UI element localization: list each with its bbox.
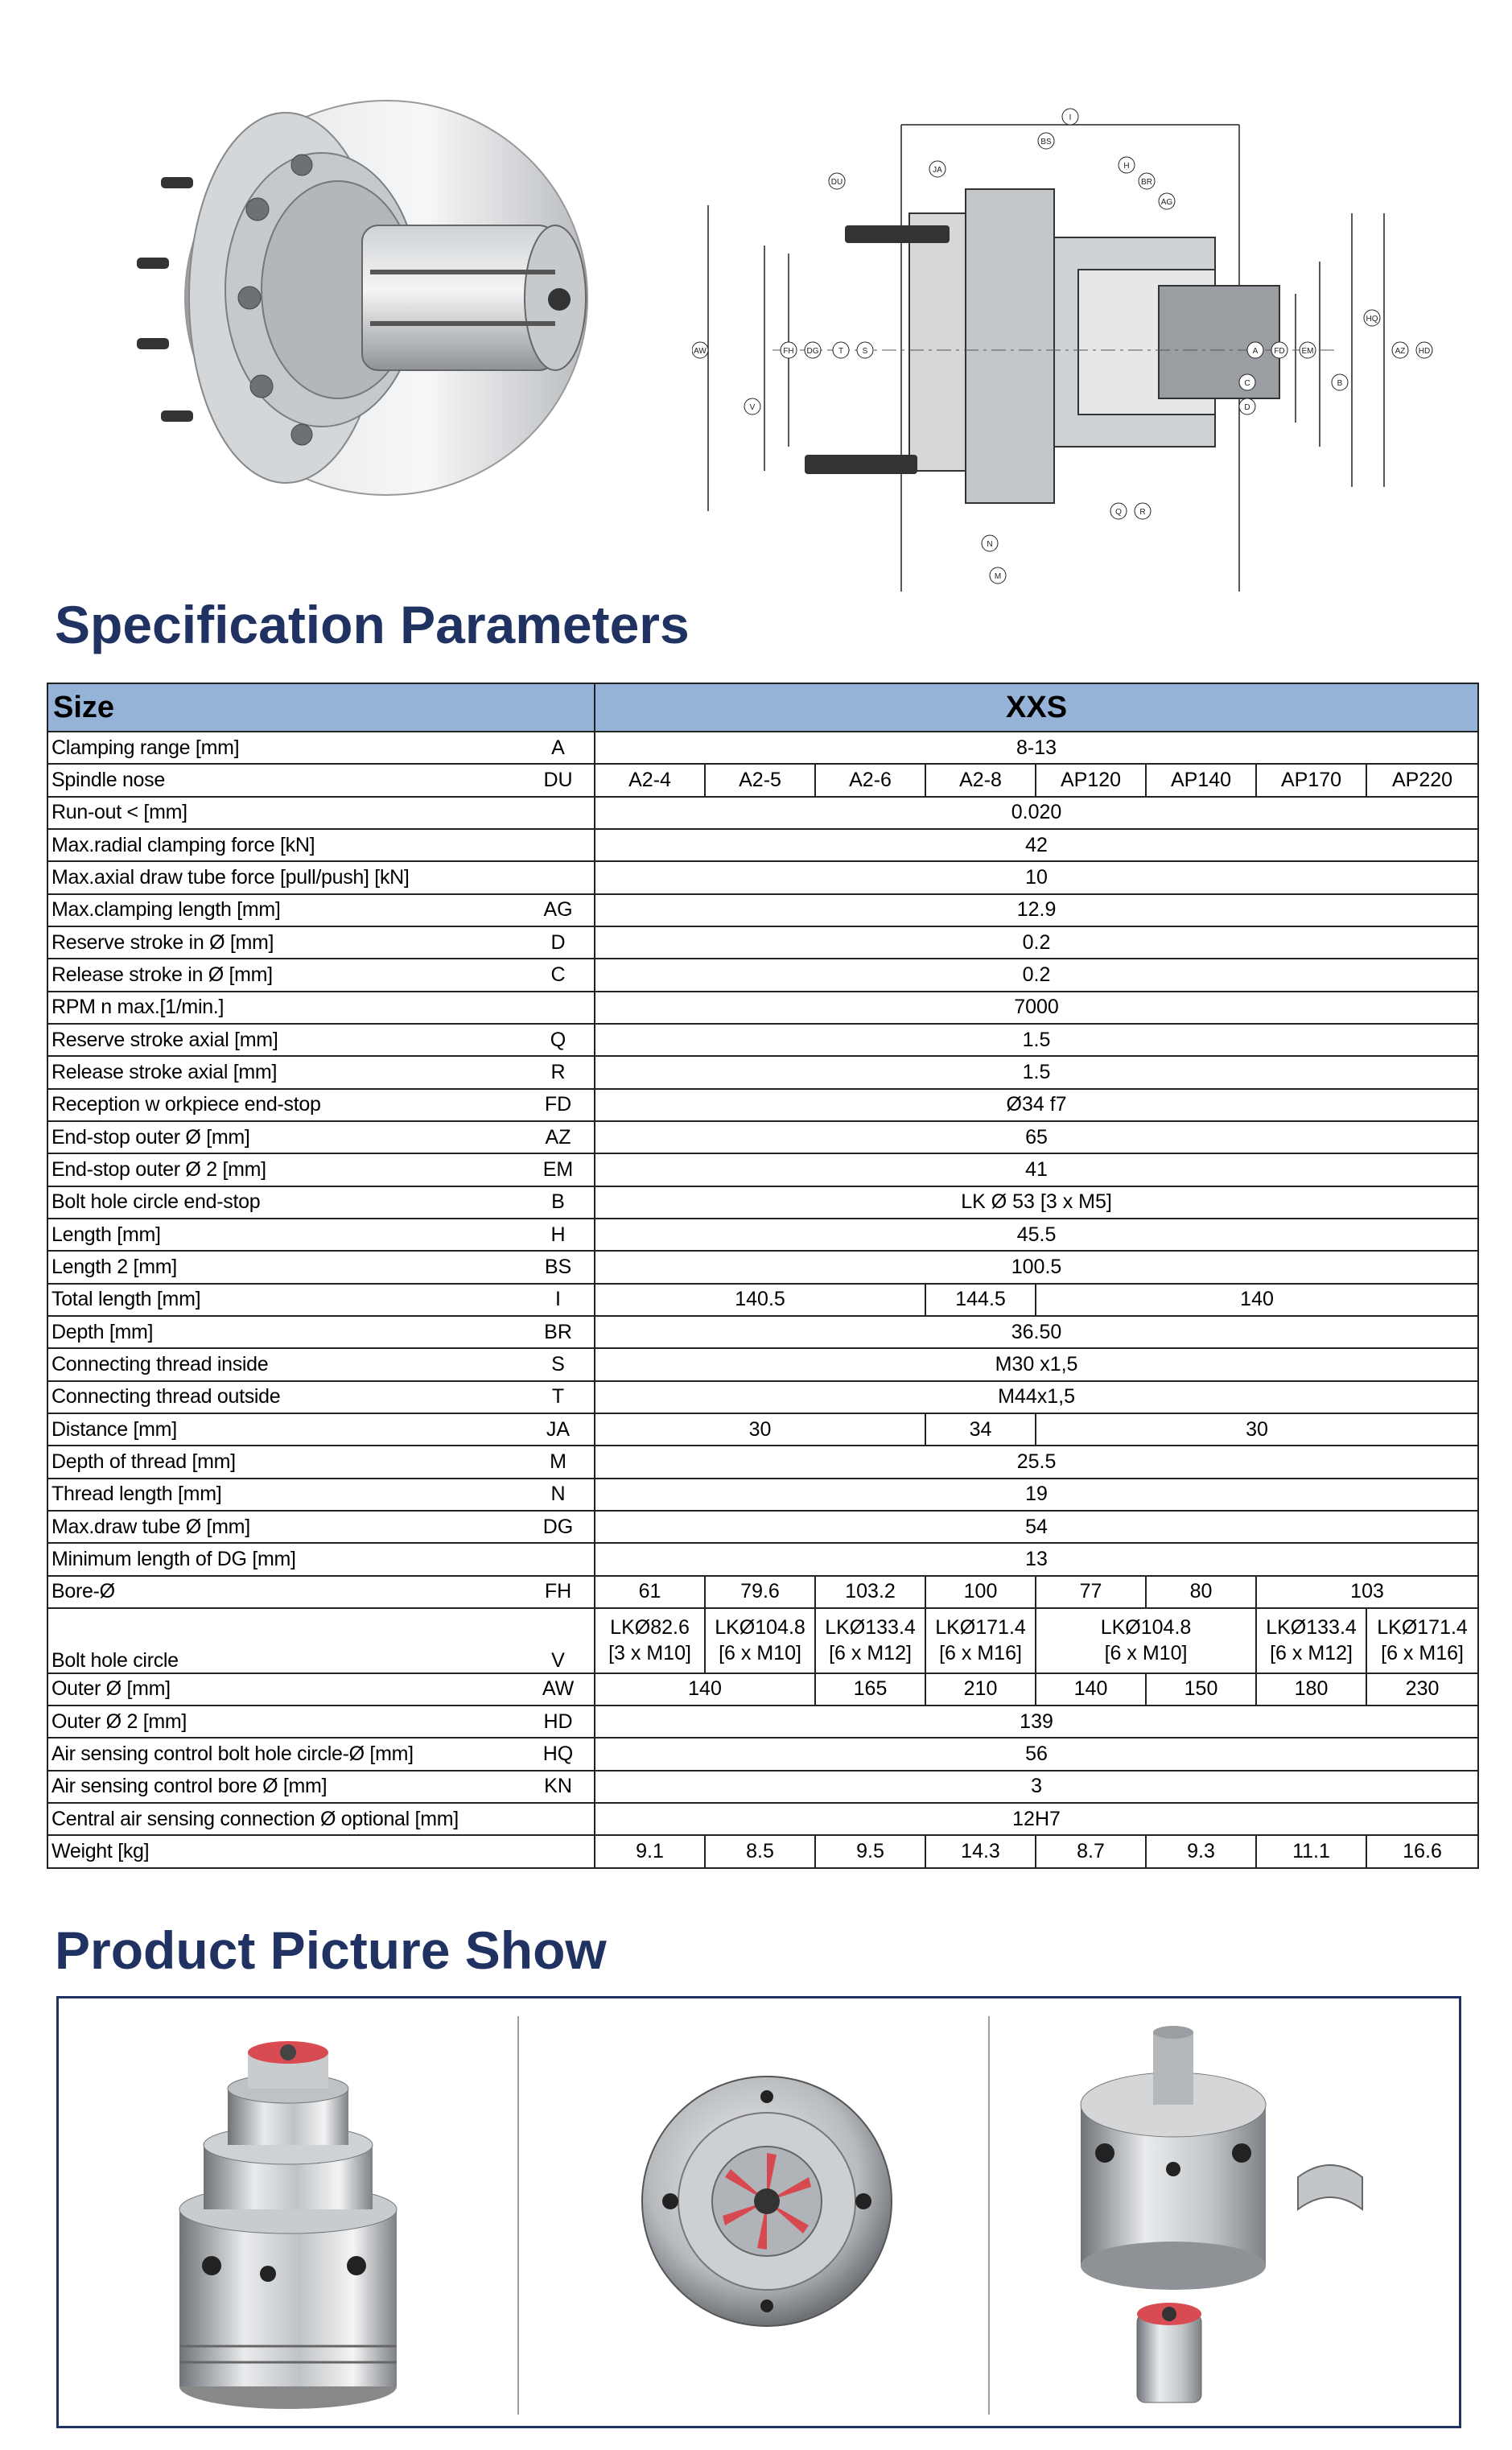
table-row bbox=[47, 829, 1478, 861]
param-value: 0.2 bbox=[595, 959, 1478, 991]
param-value: 103.2 bbox=[815, 1576, 925, 1608]
param-value-line: LKØ133.4 bbox=[825, 1616, 916, 1640]
param-code: T bbox=[530, 1381, 595, 1413]
param-value: 9.3 bbox=[1146, 1835, 1256, 1867]
param-name: Minimum length of DG [mm] bbox=[47, 1543, 530, 1575]
param-code: S bbox=[530, 1348, 595, 1380]
param-value-line: [3 x M10] bbox=[608, 1642, 691, 1665]
param-value bbox=[595, 1608, 705, 1673]
drawing-label: JA bbox=[933, 166, 942, 175]
drawing-label: Q bbox=[1115, 508, 1122, 517]
param-value: AP170 bbox=[1256, 764, 1366, 796]
product-photo-chuck-with-parts bbox=[1049, 2008, 1411, 2419]
param-code bbox=[530, 861, 595, 893]
param-value: 0.020 bbox=[595, 797, 1478, 829]
param-value: A2-5 bbox=[705, 764, 815, 796]
param-code: DU bbox=[530, 764, 595, 796]
param-code: FD bbox=[530, 1089, 595, 1121]
param-value-line: [6 x M12] bbox=[1270, 1642, 1353, 1665]
param-value-line: LKØ104.8 bbox=[1100, 1616, 1192, 1640]
drawing-label: R bbox=[1139, 508, 1146, 517]
param-name: Weight [kg] bbox=[47, 1835, 530, 1867]
param-code: DG bbox=[530, 1511, 595, 1543]
drawing-label: V bbox=[749, 403, 756, 412]
drawing-label: HD bbox=[1418, 347, 1431, 356]
param-value: 103 bbox=[1256, 1576, 1478, 1608]
param-value: 165 bbox=[815, 1673, 925, 1706]
param-name: Bore-Ø bbox=[47, 1576, 530, 1608]
param-value: 230 bbox=[1366, 1673, 1478, 1706]
param-value-line: [6 x M10] bbox=[1104, 1642, 1188, 1665]
param-value-line: LKØ171.4 bbox=[1377, 1616, 1468, 1640]
param-code bbox=[530, 797, 595, 829]
param-value bbox=[1366, 1608, 1478, 1673]
drawing-label: DG bbox=[806, 347, 819, 356]
param-value: A2-4 bbox=[595, 764, 705, 796]
param-name: Spindle nose bbox=[47, 764, 530, 796]
gallery-divider bbox=[517, 2016, 519, 2415]
param-name: Max.clamping length [mm] bbox=[47, 894, 530, 926]
param-value: 7000 bbox=[595, 992, 1478, 1024]
param-value-line: LKØ171.4 bbox=[935, 1616, 1026, 1640]
param-code bbox=[530, 1835, 595, 1867]
table-row bbox=[47, 1219, 1478, 1251]
chuck-product-render bbox=[121, 89, 604, 507]
param-value: 13 bbox=[595, 1543, 1478, 1575]
param-value bbox=[1036, 1608, 1256, 1673]
param-code: M bbox=[530, 1446, 595, 1478]
param-name: Outer Ø [mm] bbox=[47, 1673, 530, 1706]
param-value: 36.50 bbox=[595, 1316, 1478, 1348]
param-value: 45.5 bbox=[595, 1219, 1478, 1251]
param-code: C bbox=[530, 959, 595, 991]
param-code: D bbox=[530, 926, 595, 959]
param-value-line: [6 x M16] bbox=[1381, 1642, 1464, 1665]
drawing-label: DU bbox=[830, 178, 843, 187]
param-value-line: [6 x M10] bbox=[719, 1642, 801, 1665]
param-name: Release stroke in Ø [mm] bbox=[47, 959, 530, 991]
drawing-label: N bbox=[987, 540, 993, 549]
table-row bbox=[47, 1576, 1478, 1608]
param-code: AW bbox=[530, 1673, 595, 1706]
table-row bbox=[47, 1186, 1478, 1219]
param-name: Reserve stroke axial [mm] bbox=[47, 1024, 530, 1056]
table-row bbox=[47, 797, 1478, 829]
param-name: Run-out < [mm] bbox=[47, 797, 530, 829]
param-value: 1.5 bbox=[595, 1024, 1478, 1056]
table-row bbox=[47, 1479, 1478, 1511]
product-photo-stacked-chuck bbox=[155, 2008, 421, 2419]
table-row bbox=[47, 1608, 1478, 1673]
param-value: 10 bbox=[595, 861, 1478, 893]
param-value: 12.9 bbox=[595, 894, 1478, 926]
param-code: FH bbox=[530, 1576, 595, 1608]
param-code bbox=[530, 1803, 595, 1835]
param-value: 30 bbox=[1036, 1413, 1478, 1446]
param-value: 100.5 bbox=[595, 1251, 1478, 1283]
drawing-label: BS bbox=[1040, 138, 1052, 146]
param-value: 150 bbox=[1146, 1673, 1256, 1706]
product-gallery bbox=[56, 1996, 1461, 2428]
param-name: Outer Ø 2 [mm] bbox=[47, 1706, 530, 1738]
param-value: 16.6 bbox=[1366, 1835, 1478, 1867]
param-value: 140 bbox=[595, 1673, 815, 1706]
param-value: AP120 bbox=[1036, 764, 1146, 796]
table-row bbox=[47, 1284, 1478, 1316]
table-row bbox=[47, 1738, 1478, 1770]
param-value: LK Ø 53 [3 x M5] bbox=[595, 1186, 1478, 1219]
param-name: Bolt hole circle bbox=[47, 1608, 530, 1673]
drawing-label: H bbox=[1123, 162, 1130, 171]
param-code: I bbox=[530, 1284, 595, 1316]
param-value-line: [6 x M16] bbox=[939, 1642, 1022, 1665]
table-row bbox=[47, 1673, 1478, 1706]
param-value: 42 bbox=[595, 829, 1478, 861]
param-value: 140.5 bbox=[595, 1284, 925, 1316]
param-value: 9.5 bbox=[815, 1835, 925, 1867]
param-value: 79.6 bbox=[705, 1576, 815, 1608]
param-value: 144.5 bbox=[925, 1284, 1036, 1316]
param-code: B bbox=[530, 1186, 595, 1219]
table-row bbox=[47, 1771, 1478, 1803]
param-value bbox=[705, 1608, 815, 1673]
drawing-label: S bbox=[862, 347, 868, 356]
param-name: Max.radial clamping force [kN] bbox=[47, 829, 530, 861]
param-name: End-stop outer Ø 2 [mm] bbox=[47, 1153, 530, 1186]
param-code bbox=[530, 829, 595, 861]
param-value bbox=[815, 1608, 925, 1673]
table-row bbox=[47, 1511, 1478, 1543]
param-name: Depth [mm] bbox=[47, 1316, 530, 1348]
param-value: 8.5 bbox=[705, 1835, 815, 1867]
drawing-label: AW bbox=[694, 347, 707, 356]
table-row bbox=[47, 1413, 1478, 1446]
param-name: End-stop outer Ø [mm] bbox=[47, 1121, 530, 1153]
param-value: 11.1 bbox=[1256, 1835, 1366, 1867]
param-code bbox=[530, 1543, 595, 1575]
table-row bbox=[47, 1316, 1478, 1348]
param-code: JA bbox=[530, 1413, 595, 1446]
param-value-line: LKØ133.4 bbox=[1266, 1616, 1357, 1640]
param-value: 140 bbox=[1036, 1673, 1146, 1706]
param-name: Connecting thread outside bbox=[47, 1381, 530, 1413]
param-code: V bbox=[530, 1608, 595, 1673]
param-value bbox=[1256, 1608, 1366, 1673]
param-name: Length 2 [mm] bbox=[47, 1251, 530, 1283]
param-value: M44x1,5 bbox=[595, 1381, 1478, 1413]
table-row bbox=[47, 1803, 1478, 1835]
table-row bbox=[47, 1835, 1478, 1867]
param-value: 77 bbox=[1036, 1576, 1146, 1608]
table-row bbox=[47, 1348, 1478, 1380]
header-model: XXS bbox=[595, 683, 1478, 732]
param-name: Length [mm] bbox=[47, 1219, 530, 1251]
param-value: 139 bbox=[595, 1706, 1478, 1738]
table-header-row bbox=[47, 683, 1478, 732]
drawing-label: FH bbox=[783, 347, 794, 356]
param-code: BR bbox=[530, 1316, 595, 1348]
param-value: 8.7 bbox=[1036, 1835, 1146, 1867]
param-value bbox=[925, 1608, 1036, 1673]
param-name: Thread length [mm] bbox=[47, 1479, 530, 1511]
param-name: RPM n max.[1/min.] bbox=[47, 992, 530, 1024]
param-code: BS bbox=[530, 1251, 595, 1283]
param-value: 80 bbox=[1146, 1576, 1256, 1608]
param-name: Reserve stroke in Ø [mm] bbox=[47, 926, 530, 959]
drawing-label: D bbox=[1244, 403, 1250, 412]
header-size: Size bbox=[47, 683, 595, 732]
table-row bbox=[47, 1089, 1478, 1121]
param-name: Release stroke axial [mm] bbox=[47, 1056, 530, 1088]
drawing-label: HQ bbox=[1366, 315, 1378, 324]
param-name: Clamping range [mm] bbox=[47, 732, 530, 764]
table-row bbox=[47, 1024, 1478, 1056]
table-row bbox=[47, 1056, 1478, 1088]
gallery-divider bbox=[988, 2016, 990, 2415]
param-value: 65 bbox=[595, 1121, 1478, 1153]
drawing-label: M bbox=[994, 572, 1002, 581]
param-value: 3 bbox=[595, 1771, 1478, 1803]
param-code: HQ bbox=[530, 1738, 595, 1770]
drawing-label: BR bbox=[1141, 178, 1152, 187]
param-code: A bbox=[530, 732, 595, 764]
table-row bbox=[47, 1706, 1478, 1738]
drawing-label: A bbox=[1252, 347, 1259, 356]
param-value: A2-8 bbox=[925, 764, 1036, 796]
drawing-label: B bbox=[1337, 379, 1343, 388]
param-code: H bbox=[530, 1219, 595, 1251]
param-value: 25.5 bbox=[595, 1446, 1478, 1478]
table-row bbox=[47, 1543, 1478, 1575]
param-value: 9.1 bbox=[595, 1835, 705, 1867]
param-value: 56 bbox=[595, 1738, 1478, 1770]
param-name: Max.draw tube Ø [mm] bbox=[47, 1511, 530, 1543]
drawing-label: FD bbox=[1274, 347, 1285, 356]
param-code: EM bbox=[530, 1153, 595, 1186]
param-name: Reception w orkpiece end-stop bbox=[47, 1089, 530, 1121]
param-name: Connecting thread inside bbox=[47, 1348, 530, 1380]
param-code: R bbox=[530, 1056, 595, 1088]
product-photo-front-view bbox=[638, 2008, 896, 2419]
table-row bbox=[47, 1446, 1478, 1478]
table-row bbox=[47, 1121, 1478, 1153]
drawing-label: AZ bbox=[1395, 347, 1406, 356]
param-value: 61 bbox=[595, 1576, 705, 1608]
table-row bbox=[47, 732, 1478, 764]
param-value: 140 bbox=[1036, 1284, 1478, 1316]
param-name: Max.axial draw tube force [pull/push] [kN] bbox=[47, 861, 530, 893]
table-row bbox=[47, 959, 1478, 991]
param-value-line: [6 x M12] bbox=[829, 1642, 912, 1665]
param-value: 54 bbox=[595, 1511, 1478, 1543]
param-value: 41 bbox=[595, 1153, 1478, 1186]
table-row bbox=[47, 1381, 1478, 1413]
param-value: 180 bbox=[1256, 1673, 1366, 1706]
param-value: 34 bbox=[925, 1413, 1036, 1446]
table-row bbox=[47, 926, 1478, 959]
table-row bbox=[47, 764, 1478, 796]
param-name: Bolt hole circle end-stop bbox=[47, 1186, 530, 1219]
table-row bbox=[47, 894, 1478, 926]
drawing-label: AG bbox=[1160, 198, 1173, 207]
table-row bbox=[47, 992, 1478, 1024]
param-value: 12H7 bbox=[595, 1803, 1478, 1835]
param-value: M30 x1,5 bbox=[595, 1348, 1478, 1380]
param-value-line: LKØ104.8 bbox=[715, 1616, 805, 1640]
param-value: Ø34 f7 bbox=[595, 1089, 1478, 1121]
param-value: 30 bbox=[595, 1413, 925, 1446]
param-code: KN bbox=[530, 1771, 595, 1803]
param-value: 100 bbox=[925, 1576, 1036, 1608]
show-section-title: Product Picture Show bbox=[55, 1920, 607, 1980]
spec-section-title: Specification Parameters bbox=[55, 595, 690, 654]
param-code: AG bbox=[530, 894, 595, 926]
param-name: Depth of thread [mm] bbox=[47, 1446, 530, 1478]
param-name: Total length [mm] bbox=[47, 1284, 530, 1316]
param-name: Air sensing control bore Ø [mm] bbox=[47, 1771, 530, 1803]
drawing-label: I bbox=[1069, 113, 1072, 122]
drawing-label: T bbox=[838, 347, 844, 356]
param-value: AP220 bbox=[1366, 764, 1478, 796]
param-value: A2-6 bbox=[815, 764, 925, 796]
spec-table bbox=[47, 683, 1479, 1869]
table-row bbox=[47, 1251, 1478, 1283]
param-value: 1.5 bbox=[595, 1056, 1478, 1088]
param-value: AP140 bbox=[1146, 764, 1256, 796]
param-value: 14.3 bbox=[925, 1835, 1036, 1867]
param-value: 0.2 bbox=[595, 926, 1478, 959]
technical-drawing bbox=[692, 93, 1448, 608]
param-code: AZ bbox=[530, 1121, 595, 1153]
param-value: 210 bbox=[925, 1673, 1036, 1706]
param-value-line: LKØ82.6 bbox=[610, 1616, 690, 1640]
param-name: Central air sensing connection Ø optional [mm] bbox=[47, 1803, 530, 1835]
drawing-label: EM bbox=[1301, 347, 1314, 356]
param-code bbox=[530, 992, 595, 1024]
param-code: N bbox=[530, 1479, 595, 1511]
param-name: Distance [mm] bbox=[47, 1413, 530, 1446]
param-name: Air sensing control bolt hole circle-Ø [mm] bbox=[47, 1738, 530, 1770]
table-row bbox=[47, 1153, 1478, 1186]
table-row bbox=[47, 861, 1478, 893]
drawing-label: C bbox=[1244, 379, 1250, 388]
param-code: HD bbox=[530, 1706, 595, 1738]
param-value: 19 bbox=[595, 1479, 1478, 1511]
param-code: Q bbox=[530, 1024, 595, 1056]
param-value: 8-13 bbox=[595, 732, 1478, 764]
